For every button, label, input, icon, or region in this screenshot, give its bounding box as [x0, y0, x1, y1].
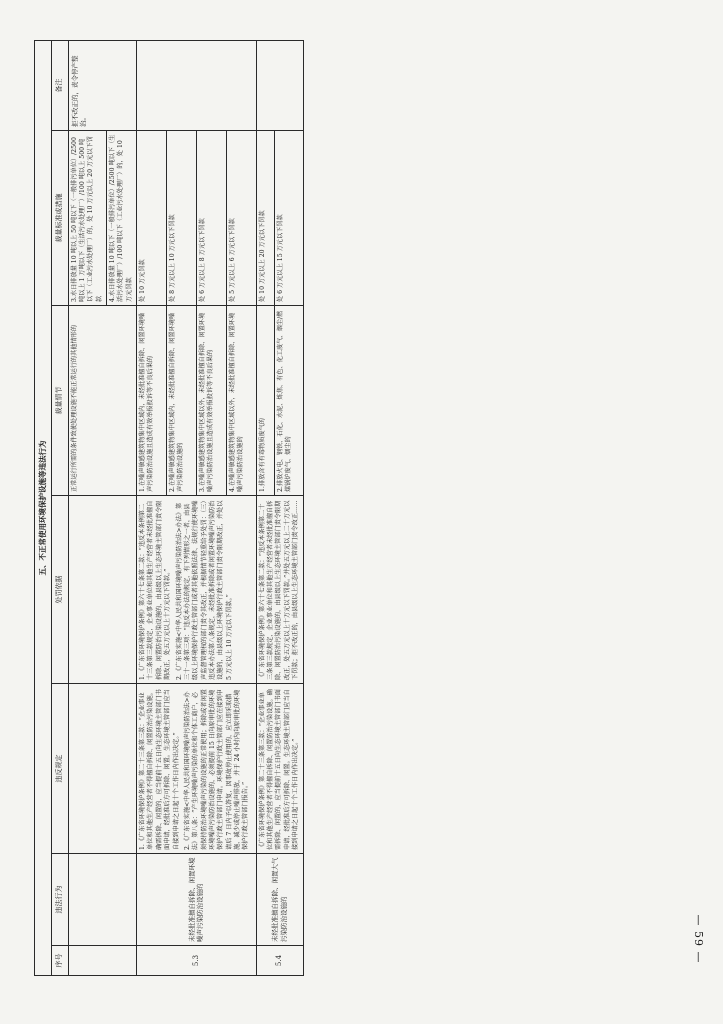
page-number: — 59 — — [692, 914, 705, 964]
row-5-3-std-1: 处 10 万元罚款 — [137, 131, 167, 306]
row-5-3-circ-3: 3.在噪声敏感建筑物集中区域以外，未经批准擅自拆除、闲置环境噪声污染防治设施且造成有效举报投诉等不良后果的 — [196, 306, 226, 496]
row-5-3-std-4: 处 5 万元以上 6 万元以下罚款 — [226, 131, 256, 306]
header-remarks: 备注 — [52, 40, 68, 130]
row-5-4-action: 未经批准擅自拆除、闲置大气污染防治设施的 — [256, 854, 303, 946]
header-row — [52, 40, 68, 975]
row-5-3-basis — [137, 496, 257, 684]
top-circumstance: 正常运行所需的条件致使处理设施不能正常运行的其他情形的 — [68, 306, 137, 496]
row-5-4-seq: 5.4 — [256, 946, 303, 976]
row-5-4-std-2: 处 6 万元以上 15 万元以下罚款 — [274, 131, 303, 306]
header-standards: 裁量标准或措施 — [52, 131, 68, 306]
row-5-4-circ-2: 2.排放火电、钢铁、石化、水泥、炼焦、有色、化工废气、烟尘/燃煤锅炉废气、烟尘的 — [274, 306, 303, 496]
row-5-3-circ-2: 2.在噪声敏感建筑物集中区域内，未经批准擅自拆除、闲置环境噪声污染防治设施的 — [166, 306, 196, 496]
section-title: 五、不正常使用环境保护设施等违法行为 — [35, 40, 52, 975]
row-5-4-circ-1: 1.排放含有有毒物质废气的 — [256, 306, 274, 496]
row-5-3-circ-4: 4.在噪声敏感建筑物集中区域以外，未经批准擅自拆除、闲置环境噪声污染防治设施的 — [226, 306, 256, 496]
row-5-3-std-2: 处 8 万元以上 10 万元以下罚款 — [166, 131, 196, 306]
table-row-5-3 — [137, 40, 167, 975]
table-row-5-4 — [256, 40, 274, 975]
penalty-table — [34, 40, 304, 976]
row-5-3-violation — [137, 684, 257, 854]
row-5-3-basis-2: 2.《广东省实施<中华人民共和国环境噪声污染防治法>办法》第三十一条第三项：“违反本办法的规定，有下列情形之一者，由县级以上环境保护行政主管部门或者其他依照法律、法规行使环境噪声监督管理权的部门责令其改正，并根据情节轻重给予处罚：（三）违反本办法第八条规定，未经批准拆除或者闲置环境噪声污染防治设施的，由县级以上环境保护行政主管部门责令限期改正，并处以 5 万元以上 10 万元以下罚款。” — [175, 500, 233, 680]
header-circumstances: 裁量情节 — [52, 306, 68, 496]
row-5-3-seq: 5.3 — [137, 946, 257, 976]
row-5-4-basis: 《广东省环境保护条例》第六十七条第二款：“违反本条例第二十三条第三款规定，企业事业单位和其他生产经营者未经批准擅自拆除、闲置防治污染设施的，由县级以上生态环境主管部门责令限期改正，处五万元以上十万元以下罚款。”并处五万元以上二十万元以下罚款；拒不改正的，由县级以上生态环境主管部门责令改正…… — [256, 496, 303, 684]
row-5-3-violation-1: 1.《广东省环境保护条例》第二十三条第三款：“企业事业单位和其他生产经营者不得擅自拆除、闲置防治污染设施。确需拆除、闲置的，应当提前十五日向生态环境主管部门书面申请，经批准后方可拆除、闲置。生态环境主管部门应当自接到申请之日起十个工作日内作出决定。” — [139, 689, 180, 850]
header-violation: 违反规定 — [52, 684, 68, 854]
row-5-3-circ-1: 1.在噪声敏感建筑物集中区域内，未经批准擅自拆除、闲置环境噪声污染防治设施且造成有效举报投诉等不良后果的 — [137, 306, 167, 496]
row-5-3-violation-2: 2.《广东省实施<中华人民共和国环境噪声污染防治法>办法》第八条：“产生环境噪声污染的单位和个体工商户，必须保持防治环境噪声污染的设施的正常使用；拆除或者闲置环境噪声污染防治设施的，必须提前 15 日向原审批的环境保护行政主管部门申请。环境保护行政主管部门应在接到申请后 7 日内予以答复，因事故停止使用的，应立即采取措施，减少或停止噪声排放，并于 24 小时内向原审批的环境保护行政主管部门报告。” — [183, 689, 250, 850]
header-action: 违法行为 — [52, 854, 68, 946]
top-remark: 拒不改正的，责令停产整治。 — [68, 40, 137, 130]
header-seq: 序号 — [52, 946, 68, 976]
top-standard-4: 4.水日排放量 10 吨以下（一般排污单位）/2500 吨以下（生活污水处理厂）/100 吨以下（工业污水处理厂）的，处 10 万元罚款 — [107, 131, 137, 306]
row-5-3-basis-1: 1.《广东省环境保护条例》第六十七条第二款：“违反本条例第二十三条第三款规定，企业事业单位和其他生产经营者未经批准擅自拆除、闲置防治污染设施的，由县级以上生态环境主管部门责令限期改正，处五万元以上十万元以下罚款。” — [139, 500, 172, 680]
row-5-3-std-3: 处 6 万元以上 8 万元以下罚款 — [196, 131, 226, 306]
table-row — [68, 40, 106, 975]
row-5-4-std-1: 处 10 万元以上 20 万元以下罚款 — [256, 131, 274, 306]
row-5-3-action: 未经批准擅自拆除、闲置环境噪声污染防治设施的 — [137, 854, 257, 946]
top-standard-3: 3.水日排放量 10 吨以上 50 吨以下（一般排污单位）/2500 吨以上 1 万吨以下（生活污水处理厂）/100 吨以上 500 吨以下（工业污水处理厂）的，处 10 万元以上 20 万元以下罚款 — [68, 131, 106, 306]
row-5-4-violation: 《广东省环境保护条例》第二十三条第三款：“企业事业单位和其他生产经营者不得擅自拆除、闲置防治污染设施。确需拆除、闲置的，应当提前十五日向生态环境主管部门书面申请，经批准后方可拆除、闲置。生态环境主管部门应当自接到申请之日起十个工作日内作出决定。” — [256, 684, 303, 854]
header-penalty-basis: 处罚依据 — [52, 496, 68, 684]
